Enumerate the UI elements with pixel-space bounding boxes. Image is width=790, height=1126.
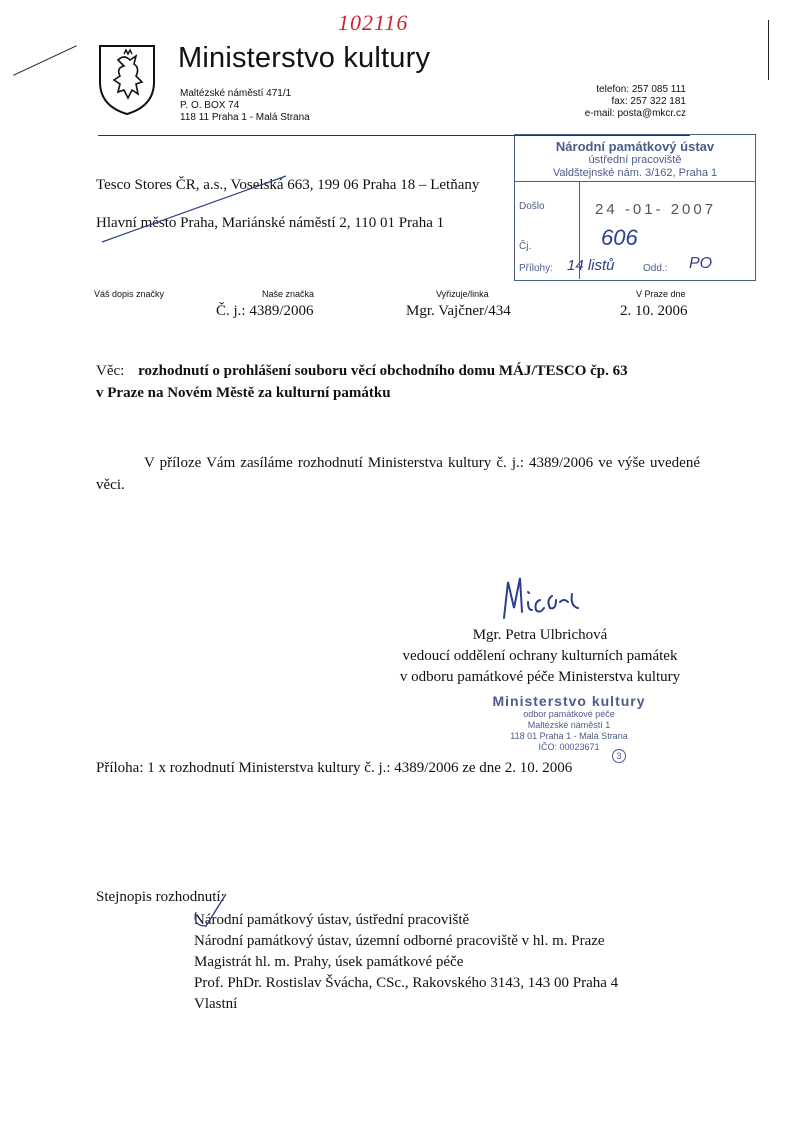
address-line: Maltézské náměstí 471/1 bbox=[180, 88, 292, 99]
stamp-institution: Národní památkový ústav bbox=[555, 139, 715, 154]
vas-dopis-label: Váš dopis značky bbox=[94, 289, 165, 299]
ministry-stamp bbox=[480, 693, 658, 761]
ministry-title: Ministerstvo kultury bbox=[178, 42, 431, 74]
stamp-line: odbor památkové péče bbox=[523, 709, 615, 719]
copies-list bbox=[194, 910, 618, 1015]
prilohy-value: 14 listů bbox=[567, 257, 615, 274]
check-mark bbox=[190, 890, 230, 930]
stamp-branch: ústřední pracoviště bbox=[588, 154, 682, 166]
list-item: Magistrát hl. m. Prahy, úsek památkové péče bbox=[194, 954, 464, 970]
scan-streak bbox=[768, 20, 769, 80]
email: e-mail: posta@mkcr.cz bbox=[584, 108, 686, 119]
vyrizuje-value: Mgr. Vajčner/434 bbox=[406, 303, 511, 319]
stamp-line: 118 01 Praha 1 - Malá Strana bbox=[510, 731, 628, 741]
fax: fax: 257 322 181 bbox=[611, 96, 686, 107]
cj-value: 606 bbox=[601, 225, 638, 250]
stamp-title: Ministerstvo kultury bbox=[492, 693, 646, 709]
odd-label: Odd.: bbox=[643, 263, 668, 274]
stamp-header bbox=[515, 135, 755, 182]
odd-value: PO bbox=[689, 255, 713, 272]
list-item: Národní památkový ústav, ústřední pracoviště bbox=[194, 912, 470, 928]
handwritten-signature bbox=[498, 572, 608, 626]
list-item: Národní památkový ústav, územní odborné pracoviště v hl. m. Praze bbox=[194, 933, 605, 949]
subject bbox=[96, 360, 706, 404]
signer-role: v odboru památkové péče Ministerstva kultury bbox=[399, 669, 681, 685]
stamp-line: IČO: 00023671 bbox=[538, 742, 600, 752]
subject-line: rozhodnutí o prohlášení souboru věcí obchodního domu MÁJ/TESCO čp. 63 bbox=[138, 363, 628, 379]
list-item: Prof. PhDr. Rostislav Švácha, CSc., Rakovského 3143, 143 00 Praha 4 bbox=[194, 975, 619, 991]
subject-line: v Praze na Novém Městě za kulturní památku bbox=[96, 385, 391, 401]
copies-title: Stejnopis rozhodnutí: bbox=[96, 889, 225, 905]
stamp-address: Valdštejnské nám. 3/162, Praha 1 bbox=[552, 167, 718, 179]
signer-name: Mgr. Petra Ulbrichová bbox=[472, 627, 608, 643]
prilohy-label: Přílohy: bbox=[519, 263, 553, 274]
date-label: V Praze dne bbox=[636, 289, 686, 299]
strike-mark bbox=[100, 170, 290, 246]
nase-znacka-label: Naše značka bbox=[262, 289, 315, 299]
address-line: P. O. BOX 74 bbox=[180, 100, 240, 111]
recipient-line: Tesco Stores ČR, a.s., Voselská 663, 199 06 Praha 18 – Letňany bbox=[96, 177, 480, 193]
scan-streak bbox=[13, 45, 77, 75]
stamp-number: 3 bbox=[612, 749, 626, 763]
signer-role: vedoucí oddělení ochrany kulturních památek bbox=[402, 648, 678, 664]
coat-of-arms-icon bbox=[96, 42, 158, 116]
address-line: 118 11 Praha 1 - Malá Strana bbox=[180, 112, 310, 123]
received-stamp bbox=[514, 134, 756, 281]
recipient-line: Hlavní město Praha, Mariánské náměstí 2, 110 01 Praha 1 bbox=[96, 215, 445, 231]
ministry-contact bbox=[585, 84, 686, 120]
received-date: 24 -01- 2007 bbox=[595, 201, 717, 218]
cj-label: Čj. bbox=[519, 241, 532, 252]
subject-label: Věc: bbox=[96, 363, 125, 379]
dosl-label: Došlo bbox=[519, 201, 545, 212]
stamp-line: Maltézské náměstí 1 bbox=[527, 720, 611, 730]
attachment-note: Příloha: 1 x rozhodnutí Ministerstva kultury č. j.: 4389/2006 ze dne 2. 10. 2006 bbox=[96, 760, 573, 776]
ministry-address bbox=[180, 88, 310, 124]
signer-block bbox=[390, 625, 690, 688]
phone: telefon: 257 085 111 bbox=[596, 84, 686, 95]
nase-znacka-value: Č. j.: 4389/2006 bbox=[216, 303, 314, 319]
body-paragraph: V příloze Vám zasíláme rozhodnutí Ministerstva kultury č. j.: 4389/2006 ve výše uvedené věci. bbox=[96, 455, 700, 493]
handwritten-number: 102116 bbox=[338, 10, 409, 35]
vyrizuje-label: Vyřizuje/linka bbox=[436, 289, 489, 299]
date-value: 2. 10. 2006 bbox=[620, 303, 688, 319]
list-item: Vlastní bbox=[194, 996, 238, 1012]
